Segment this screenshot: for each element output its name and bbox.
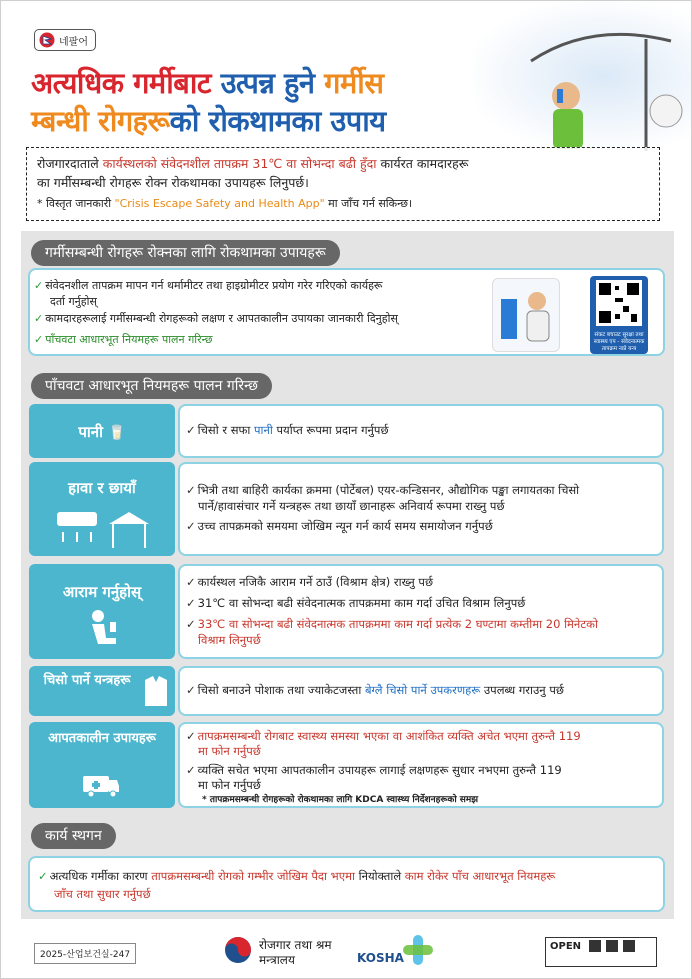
rule-content-cooling: [178, 666, 664, 716]
check-icon: ✓: [186, 683, 196, 697]
rule-content-rest: [178, 564, 664, 659]
footnote: * तापक्रमसम्बन्धी रोगहरूको रोकथामका लागि KDCA स्वास्थ्य निर्देशनहरूको समझ: [202, 795, 479, 805]
license-icon: [589, 940, 601, 952]
qr-caption: संकट बचाउट सुरक्षा तथा स्वास्थ्य एप - संवेदनात्मक तापक्रम नाप्ने यन्त्र: [593, 332, 645, 352]
list-item: मा फोन गर्नुपर्छ: [198, 778, 261, 792]
rule-label-air-shade: हावा र छायाँ: [29, 462, 175, 556]
list-item: ✓ कार्यस्थल नजिकै आराम गर्ने ठाउँ (विश्राम क्षेत्र) राख्नु पर्छ: [186, 575, 434, 589]
check-icon: ✓: [186, 423, 196, 437]
check-icon: ✓: [186, 596, 196, 610]
document-code: 2025-산업보건실-247: [34, 943, 136, 964]
ambulance-icon: [81, 772, 121, 798]
rule-content-air-shade: [178, 462, 664, 556]
language-badge: [34, 29, 96, 51]
rule-content-water: [178, 404, 664, 458]
intro-line2: का गर्मीसम्बन्धी रोगहरू रोक्न रोकथामका उपायहरू लिनुपर्छ।: [37, 175, 309, 190]
air-conditioner-tent-icon: [53, 506, 153, 550]
rule-label-emergency: आपतकालीन उपायहरू: [29, 722, 175, 808]
license-icon: [623, 940, 635, 952]
section3-title: कार्य स्थगन: [31, 823, 116, 849]
section1-title: गर्मीसम्बन्धी रोगहरू रोक्नका लागि रोकथामका उपायहरू: [31, 240, 340, 266]
license-icon: [606, 940, 618, 952]
check-icon: ✓: [34, 333, 44, 346]
flag-icon: [39, 32, 55, 48]
list-item: ✓ चिसो र सफा पानी पर्याप्त रूपमा प्रदान गर्नुपर्छ: [186, 423, 389, 437]
section3-card: [28, 856, 665, 912]
worker-illustration: [492, 278, 560, 352]
stop-work-line2: जाँच तथा सुधार गर्नुपर्छ: [54, 887, 151, 901]
rule-content-emergency: [178, 722, 664, 808]
list-item: पार्ने/हावासंचार गर्ने यन्त्रहरू तथा छायाँ छानाहरू अनिवार्य रूपमा राख्नु पर्छ: [198, 499, 505, 513]
cooling-vest-icon: [141, 674, 171, 708]
intro-box: [26, 147, 660, 221]
list-item: विश्राम लिनुपर्छ: [198, 633, 261, 647]
list-item: ✓ चिसो बनाउने पोशाक तथा ज्याकेटजस्ता बेग्लै चिसो पार्ने उपकरणहरू उपलब्ध गराउनु पर्छ: [186, 683, 564, 697]
check-icon: ✓: [186, 575, 196, 589]
check-icon: ✓: [38, 869, 48, 883]
list-item: मा फोन गर्नुपर्छ: [198, 744, 261, 758]
qr-code-icon: [590, 276, 648, 328]
ministry-name: रोजगार तथा श्रम मन्त्रालय: [259, 938, 332, 967]
intro-note: * विस्तृत जानकारी "Crisis Escape Safety and Health App" मा जाँच गर्न सकिन्छ।: [37, 197, 413, 210]
rule-label-cooling: चिसो पार्ने यन्त्रहरू: [29, 666, 175, 716]
check-icon: ✓: [186, 617, 196, 631]
resting-person-icon: [84, 608, 120, 652]
page-title-line1: अत्यधिक गर्मीबाट उत्पन्न हुने गर्मीस: [31, 66, 384, 100]
rule-label-water: पानी 🥛: [29, 404, 175, 458]
check-icon: ✓: [186, 763, 196, 777]
korea-emblem-icon: [223, 935, 253, 965]
intro-line1: रोजगारदाताले कार्यस्थलको संवेदनशील तापक्रम 31℃ वा सोभन्दा बढी हुँदा कार्यरत कामदारहरू: [37, 156, 469, 171]
kosha-logo-icon: [401, 933, 435, 967]
kosha-label: KOSHA: [357, 951, 404, 965]
language-label: 네팔어: [59, 36, 88, 48]
page-title-line2: म्बन्धी रोगहरूको रोकथामका उपाय: [31, 104, 386, 138]
list-item: ✓ कामदारहरूलाई गर्मीसम्बन्धी रोगहरूको लक्षण र आपतकालीन उपायका जानकारी दिनुहोस्: [34, 312, 398, 325]
list-item: ✓ पाँचवटा आधारभूत नियमहरू पालन गरिन्छ: [34, 333, 213, 346]
list-item: ✓ 33℃ वा सोभन्दा बढी संवेदनात्मक तापक्रममा काम गर्दा प्रत्येक 2 घण्टामा कम्तीमा 20 मिनेटको: [186, 617, 598, 631]
list-item: ✓ 31℃ वा सोभन्दा बढी संवेदनात्मक तापक्रममा काम गर्दा उचित विश्राम लिनुपर्छ: [186, 596, 526, 610]
list-item: ✓ संवेदनशील तापक्रम मापन गर्न थर्मामीटर तथा हाइग्रोमीटर प्रयोग गरेर गरिएको कार्यहरू: [34, 279, 383, 292]
rule-label-rest: आराम गर्नुहोस्: [29, 564, 175, 659]
list-item: ✓ भित्री तथा बाहिरी कार्यका क्रममा (पोर्टेबल) एयर-कन्डिसनर, औद्योगिक पङ्खा लगायतका चिसो: [186, 483, 580, 497]
check-icon: ✓: [34, 312, 44, 325]
list-item: ✓ उच्च तापक्रमको समयमा जोखिम न्यून गर्न कार्य समय समायोजन गर्नुपर्छ: [186, 519, 493, 533]
section2-title: पाँचवटा आधारभूत नियमहरू पालन गरिन्छ: [31, 373, 272, 399]
section1-card: [28, 268, 665, 356]
water-bottle-icon: 🥛: [108, 425, 126, 441]
list-item: ✓ व्यक्ति सचेत भएमा आपतकालीन उपायहरू लागाई लक्षणहरू सुधार नभएमा तुरुन्तै 119: [186, 763, 562, 777]
check-icon: ✓: [186, 483, 196, 497]
list-item: ✓ तापक्रमसम्बन्धी रोगबाट स्वास्थ्य समस्या भएका वा आशंकित व्यक्ति अचेत भएमा तुरुन्तै 119: [186, 729, 581, 743]
check-icon: ✓: [186, 519, 196, 533]
stop-work-line1: ✓ अत्यधिक गर्मीका कारण तापक्रमसम्बन्धी रोगको गम्भीर जोखिम पैदा भएमा नियोक्ताले काम रोकेर पाँच आधारभूत नियमहरू: [38, 869, 556, 883]
qr-code-box[interactable]: [590, 276, 648, 354]
list-item: दर्ता गर्नुहोस्: [50, 295, 97, 308]
hero-illustration: [471, 1, 691, 151]
check-icon: ✓: [34, 279, 44, 292]
open-license-badge: OPEN: [545, 937, 657, 967]
check-icon: ✓: [186, 729, 196, 743]
